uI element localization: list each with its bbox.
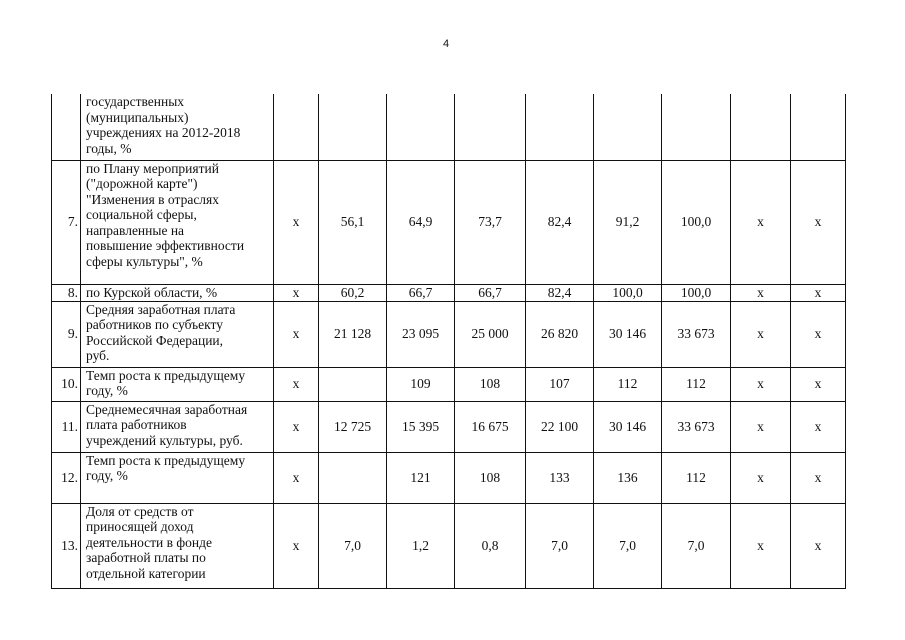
value-cell: х [274, 503, 319, 588]
indicator-name-line: по Курской области, % [86, 284, 218, 300]
indicator-name-line: направленные на [86, 222, 185, 238]
row-number: 11. [52, 401, 81, 452]
value-cell [387, 94, 455, 160]
value-cell [526, 94, 594, 160]
table-row [52, 284, 846, 301]
value-cell: 33 673 [662, 301, 731, 367]
value-cell: 136 [594, 452, 662, 503]
value-cell: 82,4 [526, 160, 594, 284]
value-cell [319, 367, 387, 401]
indicator-name [81, 94, 274, 160]
value-cell: х [731, 401, 791, 452]
value-cell: х [731, 301, 791, 367]
value-cell: х [274, 160, 319, 284]
indicator-name [81, 284, 274, 301]
value-cell: 7,0 [662, 503, 731, 588]
row-number: 9. [52, 301, 81, 367]
indicator-name-line: повышение эффективности [86, 238, 245, 253]
value-cell: 56,1 [319, 160, 387, 284]
value-cell: 7,0 [526, 503, 594, 588]
value-cell: 121 [387, 452, 455, 503]
indicators-table [51, 94, 846, 589]
value-cell: 100,0 [594, 284, 662, 301]
value-cell: х [791, 401, 846, 452]
indicator-name-line: году, % [86, 383, 128, 398]
indicator-name-line: приносящей доход [86, 519, 194, 534]
value-cell: 64,9 [387, 160, 455, 284]
value-cell: 1,2 [387, 503, 455, 588]
value-cell: 12 725 [319, 401, 387, 452]
indicator-name-line: государственных [86, 94, 185, 109]
indicator-name-line: заработной платы по [86, 550, 206, 565]
value-cell: х [791, 452, 846, 503]
table-row [52, 401, 846, 452]
value-cell: х [731, 452, 791, 503]
value-cell: х [791, 301, 846, 367]
value-cell: х [731, 367, 791, 401]
indicator-name [81, 160, 274, 284]
row-number: 13. [52, 503, 81, 588]
value-cell [319, 94, 387, 160]
value-cell: 109 [387, 367, 455, 401]
value-cell [791, 94, 846, 160]
indicator-name-line: Доля от средств от [86, 503, 194, 519]
row-number: 7. [52, 160, 81, 284]
value-cell: 7,0 [319, 503, 387, 588]
value-cell: 133 [526, 452, 594, 503]
value-cell [594, 94, 662, 160]
table-row [52, 503, 846, 588]
row-number [52, 94, 81, 160]
table-body [52, 94, 846, 588]
row-number: 10. [52, 367, 81, 401]
value-cell: 112 [662, 452, 731, 503]
table-row [52, 367, 846, 401]
value-cell: 30 146 [594, 401, 662, 452]
value-cell: 26 820 [526, 301, 594, 367]
indicator-name-line: (муниципальных) [86, 109, 189, 125]
value-cell: х [731, 503, 791, 588]
value-cell: 0,8 [455, 503, 526, 588]
table-row [52, 94, 846, 160]
value-cell: х [274, 401, 319, 452]
value-cell: х [274, 284, 319, 301]
row-number: 12. [52, 452, 81, 503]
value-cell: х [791, 503, 846, 588]
value-cell: 112 [662, 367, 731, 401]
value-cell: 7,0 [594, 503, 662, 588]
indicator-name [81, 301, 274, 367]
page-number: 4 [442, 38, 450, 50]
indicator-name [81, 503, 274, 588]
value-cell: 108 [455, 367, 526, 401]
table-row [52, 452, 846, 503]
indicator-name [81, 401, 274, 452]
indicator-name-line: Средняя заработная плата [86, 301, 236, 317]
indicator-name-line: отдельной категории [86, 565, 206, 581]
value-cell: 66,7 [455, 284, 526, 301]
value-cell: 25 000 [455, 301, 526, 367]
indicator-name-line: году, % [86, 468, 128, 483]
indicator-name-line: учреждений культуры, руб. [86, 432, 243, 448]
table-row [52, 160, 846, 284]
value-cell: 108 [455, 452, 526, 503]
value-cell: 15 395 [387, 401, 455, 452]
value-cell: х [791, 367, 846, 401]
value-cell: 100,0 [662, 160, 731, 284]
indicator-name-line: социальной сферы, [86, 207, 197, 222]
value-cell: х [274, 452, 319, 503]
value-cell [731, 94, 791, 160]
value-cell: 91,2 [594, 160, 662, 284]
indicator-name-line: Темп роста к предыдущему [86, 367, 246, 383]
value-cell: 82,4 [526, 284, 594, 301]
indicator-name-line: по Плану мероприятий [86, 160, 219, 176]
indicator-name-line: учреждениях на 2012-2018 [86, 125, 241, 140]
indicator-name-line: сферы культуры", % [86, 253, 203, 269]
indicator-name-line: Темп роста к предыдущему [86, 452, 246, 468]
indicator-name [81, 452, 274, 503]
row-number: 8. [52, 284, 81, 301]
indicator-name-line: годы, % [86, 140, 132, 156]
indicator-name-line: работников по субъекту [86, 317, 223, 332]
value-cell: 23 095 [387, 301, 455, 367]
value-cell [274, 94, 319, 160]
value-cell: 73,7 [455, 160, 526, 284]
value-cell: 60,2 [319, 284, 387, 301]
indicator-name-line: руб. [86, 348, 110, 363]
value-cell: х [731, 160, 791, 284]
value-cell: х [274, 367, 319, 401]
indicator-name-line: плата работников [86, 417, 187, 432]
value-cell [319, 452, 387, 503]
value-cell: х [731, 284, 791, 301]
value-cell [455, 94, 526, 160]
value-cell: х [791, 160, 846, 284]
indicator-name-line: ("дорожной карте") [86, 176, 198, 191]
value-cell: 21 128 [319, 301, 387, 367]
value-cell: 66,7 [387, 284, 455, 301]
indicator-name-line: Среднемесячная заработная [86, 401, 248, 417]
value-cell: 30 146 [594, 301, 662, 367]
value-cell: х [791, 284, 846, 301]
value-cell: 33 673 [662, 401, 731, 452]
table-row [52, 301, 846, 367]
value-cell: 22 100 [526, 401, 594, 452]
value-cell: 100,0 [662, 284, 731, 301]
indicator-name [81, 367, 274, 401]
indicator-name-line: Российской Федерации, [86, 332, 224, 348]
indicator-name-line: "Изменения в отраслях [86, 191, 220, 207]
value-cell: х [274, 301, 319, 367]
value-cell: 112 [594, 367, 662, 401]
value-cell [662, 94, 731, 160]
value-cell: 107 [526, 367, 594, 401]
indicator-name-line: деятельности в фонде [86, 534, 212, 550]
value-cell: 16 675 [455, 401, 526, 452]
